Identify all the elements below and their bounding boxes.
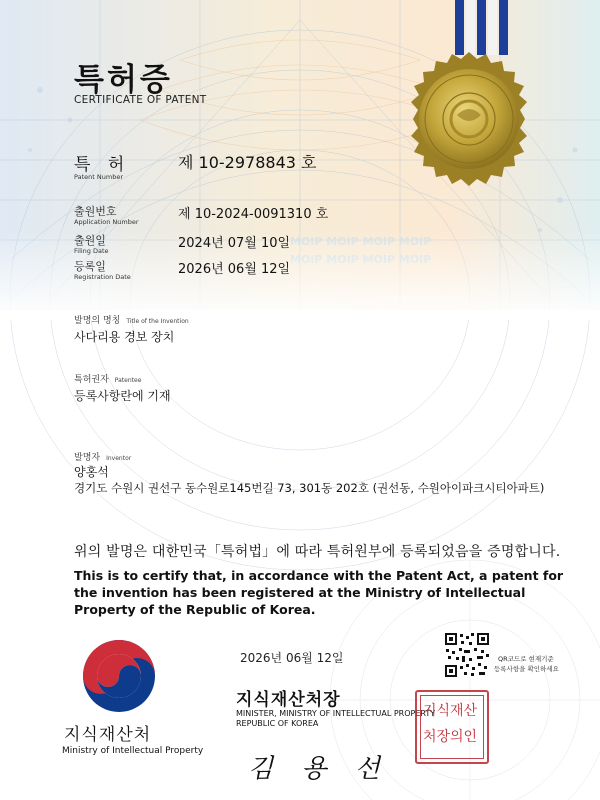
invention-title-value: 사다리용 경보 장치 [74, 330, 175, 344]
stamp-text: 지식재산처장의인 [422, 703, 478, 745]
inventor-label-en: Inventor [106, 455, 132, 462]
filing-date-value: 2024년 07월 10일 [178, 236, 291, 251]
ribbon-stripe [477, 0, 486, 55]
signature: 김 용 선 [248, 754, 390, 784]
registration-date-value: 2026년 06월 12일 [178, 262, 291, 277]
inventor-label [74, 450, 131, 463]
certification-statement-ko: 위의 발명은 대한민국「특허법」에 따라 특허원부에 등록되었음을 증명합니다. [74, 544, 561, 560]
inventor-name: 양홍석 [74, 465, 109, 479]
taegeuk-logo-icon [80, 637, 158, 715]
ribbon-stripe [488, 0, 497, 55]
inventor-label-ko: 발명자 [74, 453, 101, 463]
patent-number-label: 특 허 [74, 155, 131, 175]
filing-date-label: 출원일 [74, 234, 106, 247]
certificate-title: 특허증 [74, 62, 173, 98]
ministry-logo-name-en: Ministry of Intellectual Property [62, 746, 204, 756]
gold-seal-icon [400, 50, 538, 188]
patent-number-value: 제 10-2978843 호 [178, 153, 317, 172]
filing-date-label-en: Filing Date [74, 247, 109, 255]
patentee-label-en: Patentee [114, 377, 142, 384]
ministry-logo-name: 지식재산처 [64, 725, 152, 745]
patentee-label [74, 372, 141, 385]
issue-date: 2026년 06월 12일 [240, 651, 344, 665]
application-number-label: 출원번호 [74, 205, 117, 218]
qr-code-icon [444, 632, 490, 678]
qr-instruction-line2: 등록사항을 확인하세요 [494, 665, 559, 673]
ribbon-stripe [466, 0, 475, 55]
patentee-label-ko: 특허권자 [74, 375, 109, 385]
official-title: 지식재산처장 [236, 690, 341, 710]
official-title-en: MINISTER, MINISTRY OF INTELLECTUAL PROPERTY REPUBLIC OF KOREA [236, 709, 436, 728]
patentee-value: 등록사항란에 기재 [74, 389, 171, 403]
qr-instruction-line1: QR코드로 현재기준 [498, 655, 554, 663]
registration-date-label-en: Registration Date [74, 273, 131, 281]
invention-title-label [74, 313, 189, 326]
ribbon-stripe [455, 0, 464, 55]
patent-number-label-en: Patent Number [74, 173, 124, 181]
certification-statement-en: This is to certify that, in accordance with the Patent Act, a patent for the invention has been registered at the Ministry of Intellectual Property of the Republic of Korea. [74, 568, 564, 617]
inventor-address: 경기도 수원시 권선구 동수원로145번길 73, 301동 202호 (권선동, 수원아이파크시티아파트) [74, 481, 545, 495]
registration-date-label: 등록일 [74, 260, 106, 273]
ribbon-stripe [499, 0, 508, 55]
invention-title-label-en: Title of the Invention [126, 318, 189, 325]
application-number-value: 제 10-2024-0091310 호 [178, 207, 329, 222]
application-number-label-en: Application Number [74, 218, 139, 226]
certificate-title-en: CERTIFICATE OF PATENT [74, 94, 207, 106]
invention-title-label-ko: 발명의 명칭 [74, 316, 121, 326]
